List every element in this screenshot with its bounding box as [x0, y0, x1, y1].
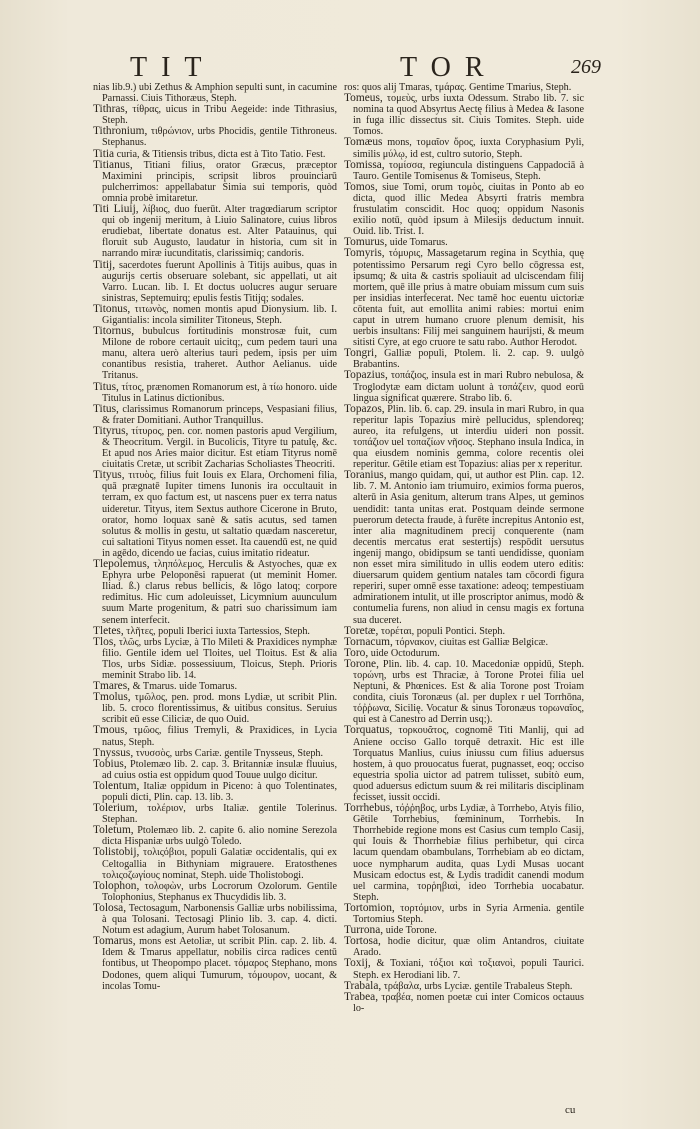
dictionary-entry — [344, 803, 584, 903]
entry-text: Plin. lib. 4. cap. 10. Macedoniæ oppidū, Steph. τορώνη, urbs est Thraciæ, à Torone Protei filia uel Neptuni, & Phœnices. Est & alia Torone post Troiam condita, ciuis Toronæus (al. per duplex r uel Torrhōna, τόῤῥωνα, Sicilię. Vocatur & sinus Toronæus τορωναῖος, qui est à Canestro ad Derrin usq;). — [353, 658, 584, 726]
entry-headword: Titia — [93, 147, 115, 160]
entry-text: τιτωνὸς, nomen montis apud Dionysium. lib. I. Gigantialis: incola similiter Titoneus, Steph. — [102, 303, 337, 326]
entry-text: nias lib.9.) ubi Zethus & Amphion sepulti sunt, in cacumine Parnassi. Ciuis Tithoræus, Steph. — [93, 82, 337, 105]
dictionary-entry — [93, 626, 337, 637]
dictionary-entry — [344, 637, 584, 648]
dictionary-entry — [93, 803, 337, 825]
entry-text: & Tmarus. uide Tomarus. — [130, 681, 238, 693]
dictionary-entry — [344, 659, 584, 726]
entry-headword: Tithronium, — [93, 125, 148, 138]
entry-text: Plin. lib. 6. cap. 29. insula in mari Rubro, in qua reperitur lapis Topazius mirè pellucidus, splendoreq; aureo, ita refulgens, ut interdiu uideri non possit. τοπάζιον uel τοπαζίων νῆσος. Stephano insula Indica, in qua eiusdem nominis gemma, colore recentis olei reperitur. Gētile etiam est Topazius: alias per x reperitur. — [353, 403, 584, 471]
entry-headword: Tolentum, — [93, 779, 140, 792]
dictionary-entry — [93, 82, 337, 104]
dictionary-entry — [93, 104, 337, 126]
entry-text: τομίσσα, regiuncula distinguens Cappadociā à Tauro. Gentile Tomisenus & Tomiseus, Steph. — [353, 159, 584, 182]
entry-headword: Topazius, — [344, 369, 388, 382]
entry-text: τίθρας, uicus in Tribu Aegeide: inde Tithrasius, Steph. — [102, 104, 337, 127]
entry-headword: Tornacum, — [344, 635, 393, 648]
entry-text: Ptolemæo lib. 2. cap. 3. Britanniæ insulæ fluuius, ad cuius ostia est oppidum quod Touue uulgo dicitur. — [102, 758, 337, 781]
entry-headword: Tobius, — [93, 757, 127, 770]
entry-headword: Titonus, — [93, 302, 131, 315]
catchword: cu — [565, 1104, 576, 1116]
entry-headword: Tongri, — [344, 347, 378, 360]
entry-headword: Tolistobij, — [93, 846, 140, 859]
dictionary-entry — [93, 936, 337, 991]
entry-headword: Trabea, — [344, 990, 379, 1003]
dictionary-entry — [344, 370, 584, 403]
entry-headword: Tityrus, — [93, 424, 129, 437]
entry-text: λίβιος, duo fuerūt. Alter tragœdiarum scriptor qui ob ingenij meritum, à Liuio Salinatore, cuius libros erudiebat, libertate donatus est. Alter Patauinus, qui floruit sub Augusto, laudatur in historia, cum sit in narrando miræ iucunditatis, clarissimiq; candoris. — [102, 204, 337, 260]
entry-text: τόμυρις, Massagetarum regina in Scythia, quę potentissimo Persarum regi Cyro bello cōgressa est, ipsumq; & uita & castris spoliauit ad ulciscendam filij mortem, quē ille prius à matre obuiam missum cum suis per insidias interfecerat. Nec tamē hoc euentu uictoriæ cōtenta fuit, aut emollita animi rabies: mortui enim caput in utrem humano cruore plenum demisit, his uerbis insultans: Filij mei sanguinem haurijsti, & meum sitisti Cyre, at ego cruore te satu rabo. Author Herodot. — [353, 248, 584, 349]
entry-text: Italiæ oppidum in Piceno: à quo Tolentinates, populi dicti, Plin. cap. 13. lib. 3. — [102, 780, 337, 803]
entry-headword: Tomarus, — [93, 935, 136, 948]
entry-headword: Torrhebus, — [344, 802, 393, 815]
dictionary-entry — [93, 781, 337, 803]
entry-text: curia, & Titiensis tribus, dicta est à Tito Tatio. Fest. — [114, 148, 326, 160]
dictionary-entry — [344, 160, 584, 182]
dictionary-entry — [344, 725, 584, 803]
entry-text: τορέται, populi Pontici. Steph. — [378, 625, 505, 637]
entry-headword: Torquatus, — [344, 724, 393, 737]
entry-text: τμῶος, filius Tremyli, & Praxidices, in Lycia natus, Steph. — [102, 725, 337, 748]
entry-headword: Tlepolemus, — [93, 558, 150, 571]
entry-text: Tectosagum, Narbonensis Galliæ urbs nobilissima, à qua Tolosani. Tectosagi Plinio lib. 3. cap. 4. dicti. Notum est adagium, Aurum habet Tolosanum. — [102, 902, 337, 937]
dictionary-entry — [344, 182, 584, 237]
entry-text: ros: quos alij Tmaras, τμάρας. Gentime Tmarius, Steph. — [344, 82, 572, 93]
dictionary-entry — [344, 992, 584, 1014]
entry-headword: Titij, — [93, 258, 116, 271]
dictionary-entry — [93, 903, 337, 936]
entry-headword: Trabala, — [344, 979, 382, 992]
entry-text: τιθρώνιον, urbs Phocidis, gentile Tithroneus. Stephanus. — [102, 126, 337, 149]
entry-text: τληπόλεμος, Herculis & Astyoches, quæ ex Ephyra urbe Peloponēsi rapuerat (ut meminit Homer. Iliad. ß.) clarus rebus bellicis, & lōgo latoq; corpore redimitus. Hic cum adoleuisset, Licymnium auunculum suum Marte progenitum, & patri suo charissimum iam senem interfecit. — [102, 559, 337, 626]
dictionary-entry — [93, 847, 337, 880]
entry-text: τίτος, prænomen Romanorum est, à τίω honoro. uide Titulus in Latinus dictionibus. — [102, 381, 337, 404]
entry-headword: Titianus, — [93, 158, 133, 171]
dictionary-entry — [344, 936, 584, 958]
dictionary-entry — [93, 326, 337, 381]
dictionary-entry — [344, 648, 584, 659]
dictionary-entry — [344, 93, 584, 137]
entry-headword: Tolosa, — [93, 901, 127, 914]
dictionary-entry — [344, 470, 584, 625]
entry-text: hodie dicitur, quæ olim Antandros, ciuitate Arado. — [353, 936, 584, 959]
entry-text: clarissimus Romanorum princeps, Vespasiani filius, & frater Domitiani. Author Tranquillus. — [102, 403, 337, 426]
running-head-right: TOR — [400, 52, 498, 83]
entry-headword: Tnyssus, — [93, 746, 134, 759]
dictionary-entry — [93, 126, 337, 148]
dictionary-entry — [93, 559, 337, 626]
entry-text: & Toxiani, τόξιοι καὶ τοξιανοὶ, populi Taurici. Steph. ex Herodiani lib. 7. — [353, 958, 584, 981]
entry-headword: Tmares, — [93, 680, 131, 693]
dictionary-entry — [93, 748, 337, 759]
entry-headword: Torone, — [344, 657, 379, 670]
entry-text: uide Torone. — [383, 925, 437, 937]
entry-headword: Tomurus, — [344, 236, 388, 249]
running-head-left: TIT — [130, 52, 216, 83]
dictionary-entry — [93, 881, 337, 903]
entry-headword: Tolophon, — [93, 879, 140, 892]
entry-headword: Tlos, — [93, 635, 117, 648]
entry-text: τορκουᾶτος, cognomē Titi Manlij, qui ad Aniene occiso Gallo torquē detraxit. Hic est ille Torquatus Manlius, cuius iniussu cum filius aduersus hostem, à quo prouocatus fuerat, pugnasset, eoq; occiso equestria spolia uictor ad patrem tulisset, subitò eum, quod aduersus edictum suum & rei militaris disciplinam fecisset, iussit occidi. — [353, 725, 584, 803]
entry-text: uide Tomarus. — [387, 237, 448, 249]
dictionary-entry — [93, 692, 337, 725]
entry-headword: Tomeus, — [344, 92, 383, 105]
entry-text: bubulcus fortitudinis monstrosæ fuit, cum Milone de robore certauit uicitq;, cum pedem tauri una manu, altera uerò alterius tauri pedem, ipsis per uim conantibus resistia, traheret. Author Aelianus. uide Tritanus. — [102, 326, 337, 382]
entry-text: τολέριον, urbs Italiæ. gentile Tolerinus. Stephan. — [102, 803, 337, 826]
entry-headword: Tityus, — [93, 469, 125, 482]
entry-headword: Tortomion, — [344, 901, 395, 914]
entry-text: sacerdotes fuerunt Apollinis à Titijs auibus, quas in augurijs certis obseruare solebant, sic appellati, ut ait Varro. Lucan. lib. I. Et doctus uolucres augur seruare sinistras, Septemuirq; epulis festis Titijq; sodales. — [102, 259, 337, 304]
entry-headword: Tletes, — [93, 624, 124, 637]
dictionary-entry — [93, 637, 337, 681]
entry-text: τόρνακον, ciuitas est Galliæ Belgicæ. — [392, 636, 548, 648]
entry-headword: Toletum, — [93, 824, 134, 837]
entry-text: τίτυρος, pen. cor. nomen pastoris apud Vergilium, & Theocritum. Vergil. in Bucolicis, Tityre tu patulę, &c. Et apud nos Aries maior dicitur. Est etiam Tityrus nomē ciuitatis Cretæ, ut scribit Zacharias Scholiastes Theocriti. — [102, 425, 337, 471]
entry-headword: Tomos, — [344, 180, 378, 193]
entry-text: τορτόμιον, urbs in Syria Armenia. gentile Tortomius Steph. — [353, 902, 584, 926]
entry-headword: Tmous, — [93, 724, 128, 737]
dictionary-entry — [93, 470, 337, 559]
entry-text: mons est Aetoliæ, ut scribit Plin. cap. 2. lib. 4. Idem & Tmarus appellatur, nobilis circa radices centū fontibus, ut Theopompo placet. τόμαρος Stephano, mons Dodones, quem aliqui Tumurum, τόμουρον, uocant, & incolas Tomu- — [102, 936, 337, 992]
entry-text: Titiani filius, orator Græcus, præceptor Maximini principis, scripsit libros prouinciarū pulcherrimos: appellabatur Simia sui temporis, quòd omnia probè imitaretur. — [102, 159, 337, 204]
dictionary-entry — [93, 160, 337, 204]
entry-text: mons, τομαῖον ὄρος, iuxta Coryphasium Pyli, similis μύλῳ, id est, cultro sutorio, Steph. — [353, 137, 584, 160]
entry-text: τολιςόβιοι, populi Galatiæ occidentalis, qui ex Celtogallia in Bithyniam migrauere. Eratosthenes τολιςοζωγίους nominat, Steph. uide Tholistobogi. — [102, 847, 337, 881]
dictionary-entry — [93, 825, 337, 847]
entry-headword: Tortosa, — [344, 935, 381, 948]
dictionary-entry — [344, 248, 584, 348]
entry-text: τλῶς, urbs Lyciæ, à Tlo Mileti & Praxidices nymphæ filio. Gentile idem uel Tloites, uel Tloitus. Est & alia Tlos, urbs Sidiæ. possessiuum, Tloicus, Steph. Prioris meminit Strabo lib. 14. — [102, 636, 337, 681]
entry-headword: Toro, — [344, 646, 369, 659]
entry-headword: Toranius, — [344, 469, 387, 482]
entry-headword: Toxij, — [344, 957, 371, 970]
entry-headword: Tmolus, — [93, 691, 131, 704]
page-number: 269 — [571, 56, 601, 78]
entry-text: τμῶλος, pen. prod. mons Lydiæ, ut scribit Plin. lib. 5. croco florentissimus, & uitibus consitus. Seruius scribit eū esse Ciliciæ, de quo Ouid. — [102, 692, 337, 726]
entry-headword: Turrona, — [344, 924, 384, 937]
entry-text: Ptolemæo lib. 2. capite 6. alio nomine Serezola dicta Hispaniæ urbs uulgò Toledo. — [102, 825, 337, 848]
entry-text: mango quidam, qui, ut author est Plin. cap. 12. lib. 7. M. Antonio iam triumuiro, eximios forma pueros, alterū in Asia genitum, alterum trans Alpes, ut geminos uendidit: tanta unitas erat. Postquam deinde sermone puerorum detecta fraude, à furēte increpitus Antonio est, inter alia magnitudinem precij conquerente (nam decentis mercatus erat sestertijs) respōdit uersutus ingenij mango, obidipsum se tanti uendidisse, quoniam non esset mira similitudo in ullis eodem utero editis: diuersarum quidem gentium natales tam cōcordi figura reperiri, super omnē esse taxatione: adeoq; tempestiuam admirationem intulit, ut ille proscriptor animus, modò & contumelia furens, non aliud in censu magis ex fortuna sua duceret. — [353, 470, 584, 626]
entry-text: uide Octodurum. — [368, 647, 440, 659]
entry-headword: Tomissa, — [344, 158, 385, 171]
dictionary-entry — [344, 958, 584, 980]
entry-headword: Titus, — [93, 380, 119, 393]
dictionary-entry — [93, 725, 337, 747]
entry-text: τόῤῥηβος, urbs Lydiæ, à Torrhebo, Atyis filio, Gētile Torrhebius, fœmininum, Torrhebis. In Thorrhebide regione mons est Casius cum templo Casij, qui Iouis & Thorrhebiæ filius perhibetur, qui circa lacum quendam obambulans, Torrhebiam ab eo dictam, uoce nympharum audita, quas Lydi Musas uocant Musicam edoctus est, & Lydis tradidit canendi modum uel carmina, τορῥηβιαὶ, ideo Torrhebia uocabatur. Steph. — [353, 803, 584, 903]
dictionary-entry — [93, 426, 337, 470]
entry-headword: Tomyris, — [344, 247, 385, 260]
entry-text: τομεὺς, urbs iuxta Odessum. Strabo lib. 7. sic nomina ta quod Absyrtus Aectę filius à Medea & Iasone in fuga illic dissectus sit. Ciuis Tomites. Steph. uide Tomos. — [353, 93, 584, 138]
dictionary-entry — [344, 981, 584, 992]
entry-text: τλῆτες, populi Iberici iuxta Tartessios, Steph. — [123, 625, 310, 637]
dictionary-entry — [93, 382, 337, 404]
entry-headword: Toretæ, — [344, 624, 379, 637]
entry-text: Galliæ populi, Ptolem. li. 2. cap. 9. uulgò Brabantins. — [353, 348, 584, 371]
entry-headword: Titus, — [93, 402, 119, 415]
dictionary-entry — [93, 759, 337, 781]
dictionary-entry — [344, 404, 584, 471]
right-column — [344, 82, 584, 1014]
dictionary-entry — [93, 304, 337, 326]
entry-headword: Titi Liuij, — [93, 203, 139, 216]
entry-text: τνυσσὸς, urbs Cariæ. gentile Tnysseus, Steph. — [133, 747, 324, 759]
dictionary-entry — [344, 137, 584, 159]
dictionary-entry — [344, 903, 584, 925]
entry-text: τοπάζιος, insula est in mari Rubro nebulosa, & Troglodytæ eam dictam uolunt à τοπάζειν, quod eorū lingua significat quærere. Strabo lib. 6. — [353, 370, 584, 404]
entry-headword: Tolerium, — [93, 802, 138, 815]
dictionary-entry — [344, 348, 584, 370]
entry-headword: Titornus, — [93, 325, 135, 338]
dictionary-entry — [93, 404, 337, 426]
running-head — [0, 52, 700, 82]
entry-headword: Topazos, — [344, 402, 385, 415]
dictionary-entry — [93, 260, 337, 304]
entry-text: τολοφὼν, urbs Locrorum Ozolorum. Gentile Tolophonius, Stephanus ex Thucydidis lib. 3. — [102, 880, 337, 903]
left-column — [93, 82, 337, 992]
entry-text: siue Tomi, orum τομὸς, ciuitas in Ponto ab eo dicta, quod illic Medea Absyrti fratris membra frustulatim conscidit. Hoc quoq; oppidum Nasonis exilio notū, quòd ipsum à Milesijs deductum innuit. Ouid. lib. Trist. I. — [353, 181, 584, 238]
dictionary-entry — [93, 204, 337, 259]
entry-headword: Tithras, — [93, 103, 128, 116]
entry-headword: Tomæus — [344, 136, 383, 149]
entry-text: τραβέα, nomen poetæ cui inter Comicos octauus lo- — [353, 991, 584, 1014]
entry-text: τράβαλα, urbs Lyciæ. gentile Trabaleus Steph. — [381, 980, 573, 992]
entry-text: τιτυὸς, filius fuit Iouis ex Elara, Orchomeni filia, quā prægnatē Iupiter timens Iunonis ira occultauit in terram, ex quo factum est, ut nascens puer ex terra natus uideretur. Tityus, item Sextus authore Cicerone in Bruto, orator, homo loquax sanè & satis acutus, sed tamen solutus & mollis in gestu, ut saltatio quædam nasceretur, cui saltationi Tityus nomen esset. Ita cauendū est, ne quid in agēdo, dicendo ue facias, cuius imitatio rideatur. — [102, 470, 337, 559]
